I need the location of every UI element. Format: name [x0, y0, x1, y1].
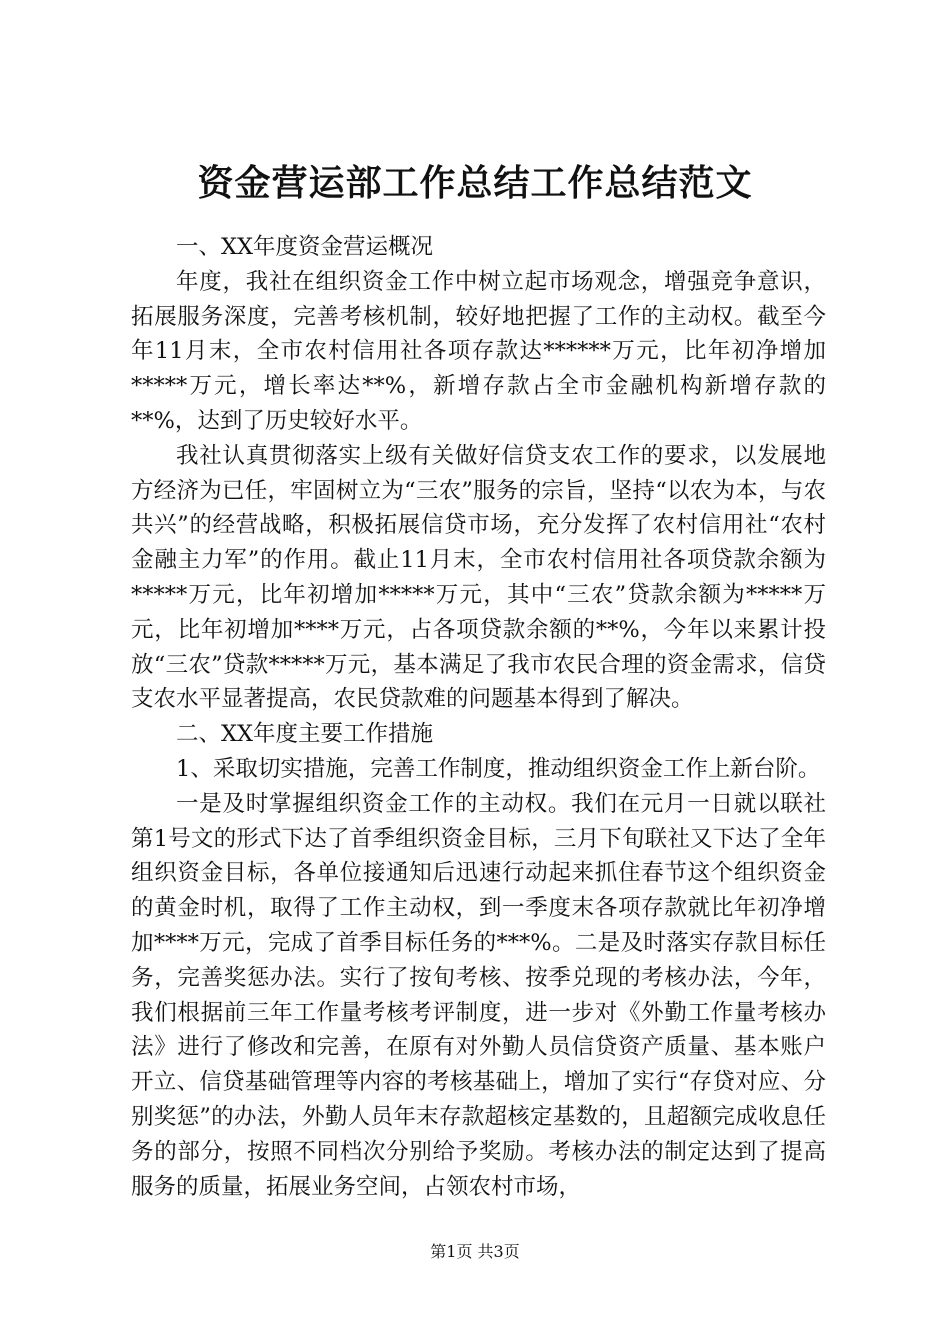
page-number-footer: 第1页 共3页	[430, 1242, 520, 1261]
paragraph-measure-details: 一是及时掌握组织资金工作的主动权。我们在元月一日就以联社第1号文的形式下达了首季组织资金目标，三月下旬联社又下达了全年组织资金目标，各单位接通知后迅速行动起来抓住春节这个组织资金的黄金时机，取得了工作主动权，到一季度末各项存款就比年初净增加****万元，完成了首季目标任务的***%。二是及时落实存款目标任务，完善奖惩办法。实行了按旬考核、按季兑现的考核办法，今年，我们根据前三年工作量考核考评制度，进一步对《外勤工作量考核办法》进行了修改和完善，在原有对外勤人员信贷资产质量、基本账户开立、信贷基础管理等内容的考核基础上，增加了实行“存贷对应、分别奖惩”的办法，外勤人员年末存款超核定基数的，且超额完成收息任务的部分，按照不同档次分别给予奖励。考核办法的制定达到了提高服务的质量，拓展业务空间，占领农村市场，	[131, 790, 826, 1200]
document-body	[131, 230, 826, 1204]
document-title: 资金营运部工作总结工作总结范文	[197, 162, 753, 204]
paragraph-loan-overview: 我社认真贯彻落实上级有关做好信贷支农工作的要求，以发展地方经济为已任，牢固树立为“三农”服务的宗旨，坚持“以农为本，与农共兴”的经营战略，积极拓展信贷市场，充分发挥了农村信用社“农村金融主力军”的作用。截止11月末，全市农村信用社各项贷款余额为*****万元，比年初增加*****万元，其中“三农”贷款余额为*****万元，比年初增加****万元，占各项贷款余额的**%，今年以来累计投放“三农”贷款*****万元，基本满足了我市农民合理的资金需求，信贷支农水平显著提高，农民贷款难的问题基本得到了解决。	[131, 442, 826, 713]
section-heading-1: 一、XX年度资金营运概况	[176, 234, 434, 260]
section-heading-2: 二、XX年度主要工作措施	[176, 721, 434, 748]
paragraph-deposit-overview: 年度，我社在组织资金工作中树立起市场观念，增强竞争意识，拓展服务深度，完善考核机制，较好地把握了工作的主动权。截至今年11月末，全市农村信用社各项存款达******万元，比年初净增加*****万元，增长率达**%，新增存款占全市金融机构新增存款的**%，达到了历史较好水平。	[131, 268, 826, 434]
paragraph-measure-1: 1、采取切实措施，完善工作制度，推动组织资金工作上新台阶。	[176, 755, 821, 782]
